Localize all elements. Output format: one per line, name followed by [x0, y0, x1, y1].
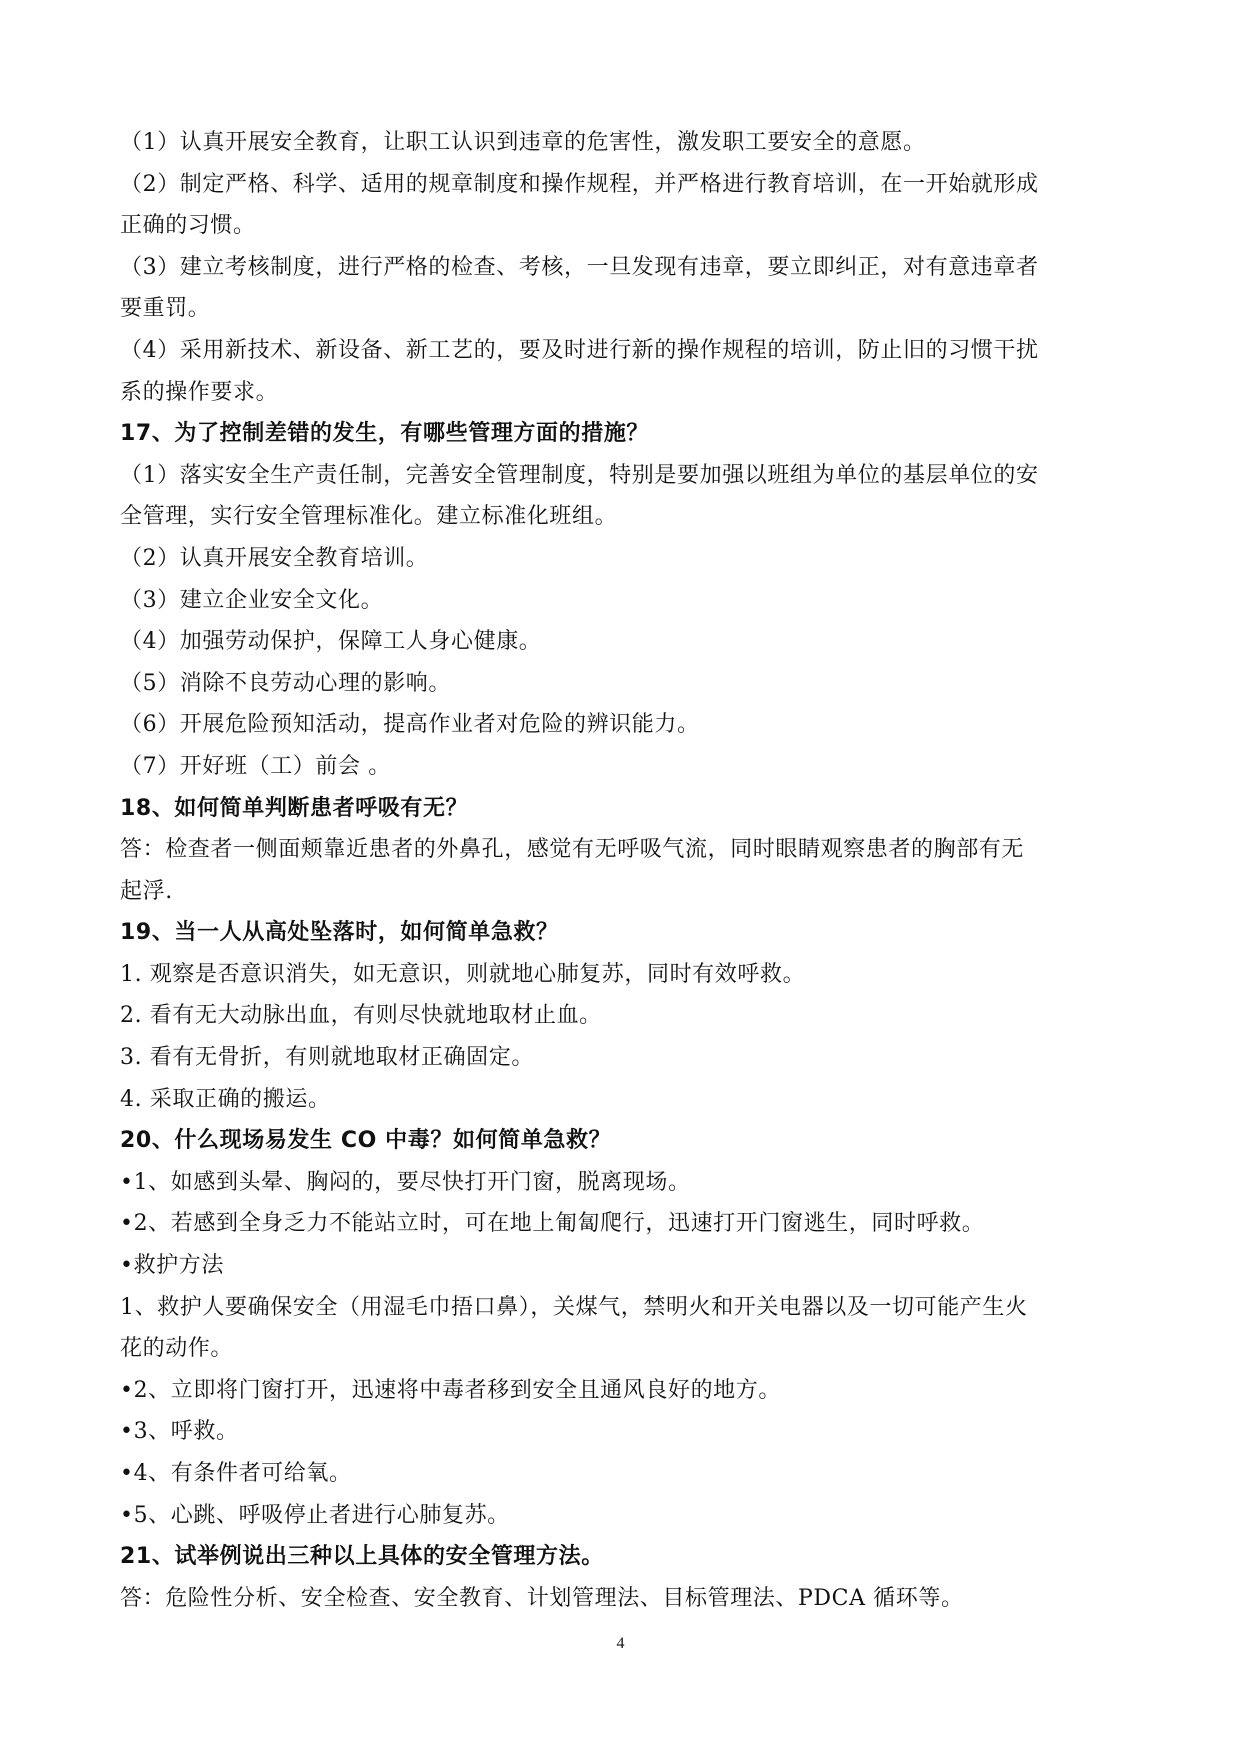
text-line: 花的动作。 [120, 1336, 234, 1362]
text-line: （7）开好班（工）前会 。 [120, 753, 391, 779]
text-line: （4）采用新技术、新设备、新工艺的，要及时进行新的操作规程的培训，防止旧的习惯干扰 [120, 337, 1039, 363]
text-line: 要重罚。 [120, 296, 211, 322]
text-line: •1、如感到头晕、胸闷的，要尽快打开门窗，脱离现场。 [120, 1169, 691, 1195]
page-number: 4 [616, 1635, 625, 1652]
text-line: 答：危险性分析、安全检查、安全教育、计划管理法、目标管理法、PDCA 循环等。 [120, 1585, 964, 1611]
text-line: 全管理，实行安全管理标准化。建立标准化班组。 [120, 504, 618, 530]
text-line: 答：检查者一侧面颊靠近患者的外鼻孔，感觉有无呼吸气流，同时眼睛观察患者的胸部有无 [120, 837, 1025, 863]
text-line: 1. 观察是否意识消失，如无意识，则就地心肺复苏，同时有效呼救。 [120, 961, 806, 987]
question-heading: 18、如何简单判断患者呼吸有无？ [120, 795, 469, 821]
text-line: •救护方法 [120, 1253, 224, 1279]
question-heading: 17、为了控制差错的发生，有哪些管理方面的措施？ [120, 421, 650, 447]
text-line: （3）建立企业安全文化。 [120, 587, 384, 613]
text-line: 2. 看有无大动脉出血，有则尽快就地取材止血。 [120, 1003, 602, 1029]
text-line: 起浮. [120, 878, 173, 904]
text-line: 正确的习惯。 [120, 213, 256, 239]
question-heading: 19、当一人从高处坠落时，如何简单急救？ [120, 920, 559, 946]
text-line: （2）制定严格、科学、适用的规章制度和操作规程，并严格进行教育培训，在一开始就形成 [120, 171, 1039, 197]
text-line: （4）加强劳动保护，保障工人身心健康。 [120, 629, 542, 655]
text-line: 1、救护人要确保安全（用湿毛巾捂口鼻），关煤气，禁明火和开关电器以及一切可能产生火 [120, 1294, 1028, 1320]
text-line: •5、心跳、呼吸停止者进行心肺复苏。 [120, 1502, 510, 1528]
text-line: •2、若感到全身乏力不能站立时，可在地上匍匐爬行，迅速打开门窗逃生，同时呼救。 [120, 1211, 985, 1237]
page-body [120, 122, 1125, 1619]
text-line: 3. 看有无骨折，有则就地取材正确固定。 [120, 1045, 534, 1071]
text-line: •3、呼救。 [120, 1419, 239, 1445]
text-line: （1）落实安全生产责任制，完善安全管理制度，特别是要加强以班组为单位的基层单位的安 [120, 462, 1039, 488]
text-line: •2、立即将门窗打开，迅速将中毒者移到安全且通风良好的地方。 [120, 1377, 781, 1403]
text-line: 系的操作要求。 [120, 379, 279, 405]
text-line: 4. 采取正确的搬运。 [120, 1086, 331, 1112]
text-line: （2）认真开展安全教育培训。 [120, 545, 429, 571]
text-line: •4、有条件者可给氧。 [120, 1461, 352, 1486]
text-line: （3）建立考核制度，进行严格的检查、考核，一旦发现有违章，要立即纠正，对有意违章者 [120, 254, 1039, 280]
question-heading: 20、什么现场易发生 CO 中毒？如何简单急救？ [120, 1128, 612, 1154]
text-line: （6）开展危险预知活动，提高作业者对危险的辨识能力。 [120, 712, 700, 738]
text-line: （1）认真开展安全教育，让职工认识到违章的危害性，激发职工要安全的意愿。 [120, 130, 926, 155]
question-heading: 21、试举例说出三种以上具体的安全管理方法。 [120, 1544, 604, 1570]
text-line: （5）消除不良劳动心理的影响。 [120, 670, 451, 696]
